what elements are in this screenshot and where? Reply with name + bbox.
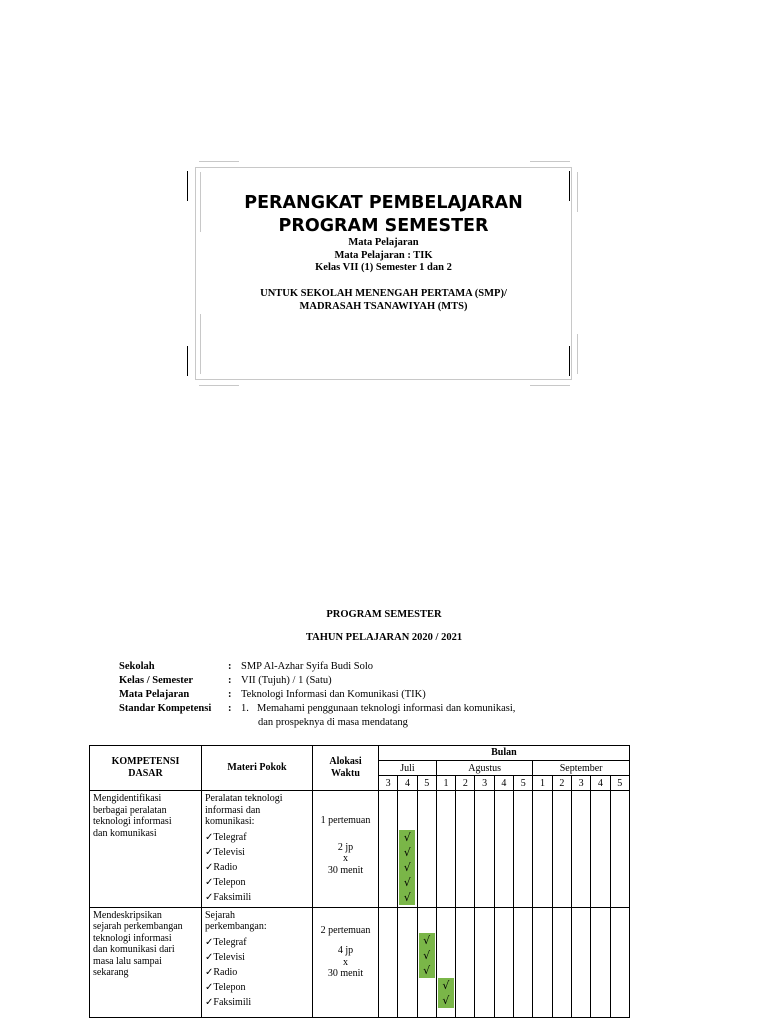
kd-line: masa lalu sampai [93,955,162,967]
table-row [90,791,630,908]
list-item [205,965,309,980]
materi-head-line: Peralatan teknologi [205,793,283,804]
schedule-check: √ [438,978,454,993]
schedule-cell [475,791,494,908]
materi-head-line: informasi dan [205,804,261,816]
checkmark-icon: ✓ [205,936,214,948]
info-value: VII (Tujuh) / 1 (Satu) [241,675,332,686]
month-september: September [533,761,629,776]
schedule-cell [417,791,436,908]
program-title: PROGRAM SEMESTER [326,609,442,620]
kd-line: sekarang [93,967,129,978]
list-item-label: Telegraf [213,831,247,843]
list-item [205,830,309,845]
kd-cell [90,791,202,908]
kd-line: teknologi informasi [93,932,172,944]
schedule-check: √ [419,963,435,978]
kd-line: Mendeskripsikan [93,909,162,921]
schedule-check: √ [399,845,415,860]
corner-mark [569,171,570,201]
cover-title [196,192,571,238]
week-cell: 1 [436,776,455,791]
info-row-mapel [119,688,541,702]
alokasi-header-line1: Alokasi [329,756,362,767]
schedule-cell [494,791,513,908]
list-item-label: Telepon [213,876,246,888]
week-cell: 4 [591,776,610,791]
schedule-check: √ [419,948,435,963]
schedule-cell [552,907,571,1017]
alokasi-pertemuan: 2 pertemuan [320,924,371,936]
week-cell: 3 [571,776,590,791]
alokasi-header-line2: Waktu [331,768,360,779]
alokasi-jp: 4 jp [337,945,354,956]
schedule-cell [379,791,398,908]
schedule-check: √ [399,890,415,905]
materi-head [205,793,309,828]
cover-box [195,167,572,380]
cover-sub-line1: Mata Pelajaran [348,237,419,248]
schedule-cell [398,791,417,908]
list-item [205,980,309,995]
cover-title-line2: PROGRAM SEMESTER [278,216,489,236]
cover-title-line1: PERANGKAT PEMBELAJARAN [244,193,523,213]
schedule-check: √ [419,933,435,948]
checkmark-icon: ✓ [205,876,214,888]
week-cell: 3 [379,776,398,791]
list-item [205,845,309,860]
list-item-label: Faksimili [213,996,252,1008]
week-cell: 1 [533,776,552,791]
week-cell: 2 [456,776,475,791]
week-cell: 5 [610,776,629,791]
alokasi-menit: 30 menit [327,968,364,979]
kd-header-line2: DASAR [128,768,163,779]
info-label: Sekolah [119,661,155,672]
materi-head-line: komunikasi: [205,816,255,827]
corner-mark [577,334,578,374]
list-item [205,995,309,1010]
materi-head-line: Sejarah [205,909,235,921]
schedule-cell [571,791,590,908]
schedule-check: √ [438,993,454,1008]
alokasi-cell [313,907,379,1017]
alokasi-cell [313,791,379,908]
list-item [205,890,309,905]
kd-line: dan komunikasi [93,827,157,839]
schedule-check: √ [399,860,415,875]
sk-number: 1. [241,703,249,714]
checkmark-icon: ✓ [205,831,214,843]
schedule-cell [552,791,571,908]
info-value: SMP Al-Azhar Syifa Budi Solo [241,661,374,672]
schedule-check: √ [399,830,415,845]
week-cell: 3 [475,776,494,791]
info-value: Teknologi Informasi dan Komunikasi (TIK) [241,689,426,700]
month-juli: Juli [379,761,437,776]
checkmark-icon: ✓ [205,996,214,1008]
corner-mark [200,172,201,232]
program-table [89,745,630,1018]
alokasi-jp: 2 jp [337,841,354,853]
schedule-cell [436,907,455,1017]
corner-mark [200,314,201,374]
schedule-cell [571,907,590,1017]
schedule-cell [591,791,610,908]
info-colon: : [228,703,232,714]
schedule-cell [456,791,475,908]
sk-line1: Memahami penggunaan teknologi informasi dan komunikasi, [257,703,516,714]
alokasi-x: x [343,956,348,968]
checkmark-icon: ✓ [205,891,214,903]
checkmark-icon: ✓ [205,966,214,978]
kd-line: Mengidentifikasi [93,793,162,804]
kd-line: berbagai peralatan [93,804,167,816]
week-cell: 4 [398,776,417,791]
list-item-label: Televisi [213,846,245,858]
list-item [205,935,309,950]
materi-cell [202,907,313,1017]
program-year: TAHUN PELAJARAN 2020 / 2021 [305,632,463,643]
list-item [205,860,309,875]
alokasi-x: x [343,853,348,864]
schedule-cell [591,907,610,1017]
corner-mark [569,346,570,376]
kd-header-line1: KOMPETENSI [111,756,180,767]
corner-mark [530,385,570,386]
schedule-cell [494,907,513,1017]
schedule-cell [533,907,552,1017]
checkmark-icon: ✓ [205,861,214,873]
list-item [205,875,309,890]
info-colon: : [228,689,232,700]
cover-school [196,288,571,313]
checkmark-icon: ✓ [205,981,214,993]
checkmark-icon: ✓ [205,846,214,858]
corner-mark [187,346,188,376]
schedule-cell [514,791,533,908]
list-item [205,950,309,965]
kd-cell [90,907,202,1017]
info-label: Standar Kompetensi [119,703,212,714]
cover-subtitle [196,237,571,275]
kd-line: teknologi informasi [93,816,172,827]
month-agustus: Agustus [436,761,532,776]
cover-school-line1: UNTUK SEKOLAH MENENGAH PERTAMA (SMP)/ [260,288,507,299]
list-item-label: Radio [213,861,238,873]
checkmark-icon: ✓ [205,951,214,963]
alokasi-pertemuan: 1 pertemuan [320,815,371,826]
schedule-cell [456,907,475,1017]
schedule-check: √ [399,875,415,890]
corner-mark [199,385,239,386]
alokasi-menit: 30 menit [327,864,364,876]
schedule-cell [514,907,533,1017]
cover-sub-line3: Kelas VII (1) Semester 1 dan 2 [315,262,452,273]
info-block [119,660,541,730]
schedule-cell [379,907,398,1017]
info-row-sk [119,702,541,730]
schedule-cell [610,791,629,908]
info-row-kelas [119,674,541,688]
list-item-label: Radio [213,966,238,978]
materi-header: Materi Pokok [202,746,313,791]
kd-line: sejarah perkembangan [93,921,183,932]
list-item-label: Faksimili [213,891,252,903]
week-cell: 2 [552,776,571,791]
alokasi-header [313,746,379,791]
schedule-cell [398,907,417,1017]
sk-line2: dan prospeknya di masa mendatang [258,717,408,728]
corner-mark [199,161,239,162]
kd-line: dan komunikasi dari [93,944,175,955]
schedule-cell [533,791,552,908]
week-cell: 5 [417,776,436,791]
cover-sub-line2: Mata Pelajaran : TIK [334,249,433,261]
info-colon: : [228,661,232,672]
info-label: Kelas / Semester [119,675,194,686]
schedule-cell [436,791,455,908]
table-row [90,907,630,1017]
cover-school-line2: MADRASAH TSANAWIYAH (MTS) [299,300,468,312]
list-item-label: Televisi [213,951,245,963]
info-row-sekolah [119,660,541,674]
list-item-label: Telegraf [213,936,247,948]
materi-head [205,910,309,933]
bulan-header: Bulan [379,746,630,761]
schedule-cell [417,907,436,1017]
corner-mark [187,171,188,201]
materi-cell [202,791,313,908]
info-colon: : [228,675,232,686]
schedule-cell [475,907,494,1017]
schedule-cell [610,907,629,1017]
corner-mark [530,161,570,162]
info-label: Mata Pelajaran [119,689,190,700]
info-value [241,702,541,730]
kd-header [90,746,202,791]
week-cell: 5 [514,776,533,791]
corner-mark [577,172,578,212]
week-cell: 4 [494,776,513,791]
materi-head-line: perkembangan: [205,921,267,932]
list-item-label: Telepon [213,981,246,993]
